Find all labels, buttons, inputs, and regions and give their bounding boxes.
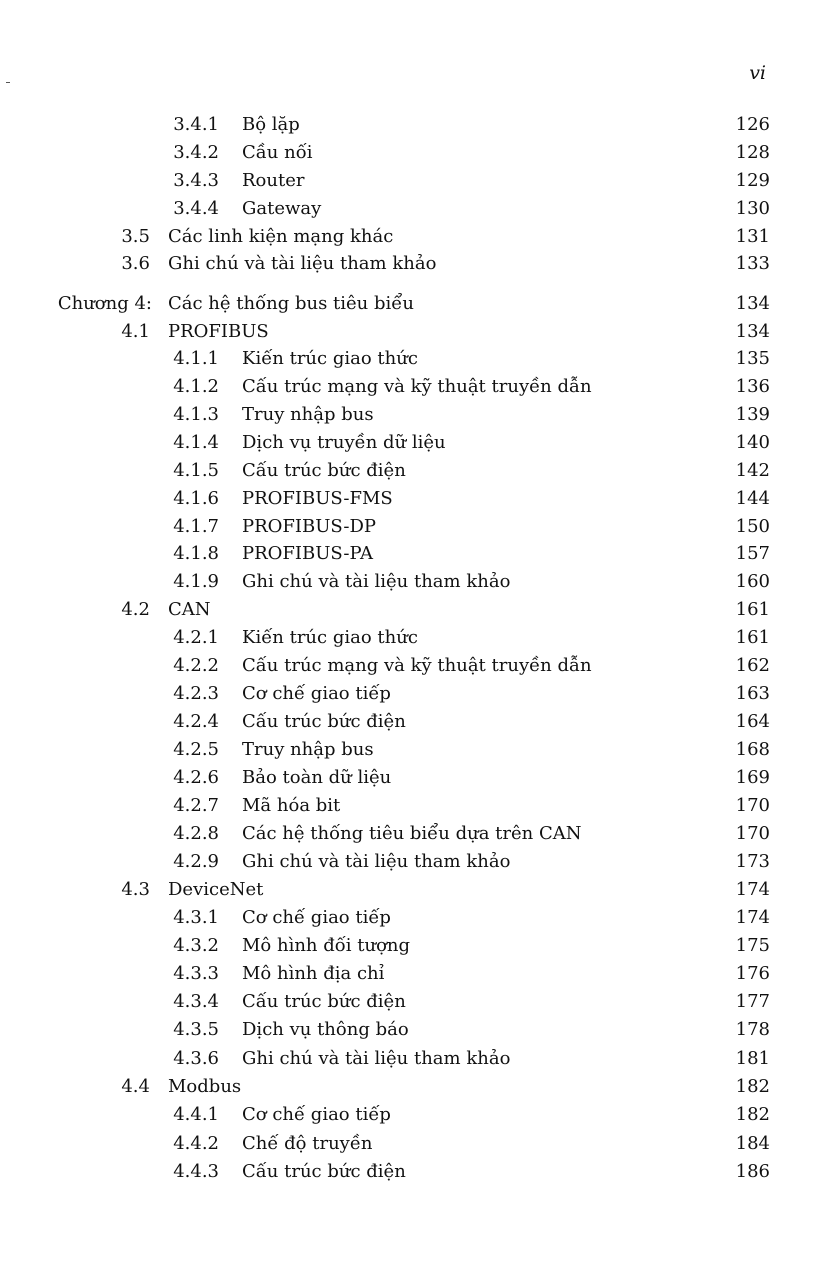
toc-entry xyxy=(0,319,820,345)
toc-entry-title: PROFIBUS xyxy=(168,321,269,342)
toc-entry xyxy=(0,597,820,623)
toc-entry-number: 4.1.1 xyxy=(173,348,219,369)
toc-entry-page: 184 xyxy=(735,1133,770,1154)
toc-entry-title: Dịch vụ truyền dữ liệu xyxy=(242,432,446,453)
toc-entry-title: Cơ chế giao tiếp xyxy=(242,683,391,704)
scan-mark xyxy=(6,82,10,83)
toc-entry-number: 4.2.4 xyxy=(173,711,219,732)
toc-entry xyxy=(0,1131,820,1157)
toc-entry-title: Ghi chú và tài liệu tham khảo xyxy=(168,253,437,274)
toc-entry-title: Truy nhập bus xyxy=(242,404,374,425)
toc-entry-title: PROFIBUS-FMS xyxy=(242,488,393,509)
toc-entry xyxy=(0,709,820,735)
toc-entry-number: 4.1.7 xyxy=(173,516,219,537)
toc-entry xyxy=(0,849,820,875)
toc-entry-page: 169 xyxy=(735,767,770,788)
toc-entry-title: Cơ chế giao tiếp xyxy=(242,907,391,928)
toc-entry-title: Cầu nối xyxy=(242,142,313,163)
toc-entry-number: 4.3 xyxy=(121,879,150,900)
toc-entry-number: 4.3.1 xyxy=(173,907,219,928)
toc-entry-page: 131 xyxy=(735,226,770,247)
toc-entry-title: Kiến trúc giao thức xyxy=(242,627,418,648)
toc-entry-number: 3.6 xyxy=(121,253,150,274)
toc-entry xyxy=(0,140,820,166)
toc-entry-title: Các hệ thống tiêu biểu dựa trên CAN xyxy=(242,823,582,844)
toc-entry-page: 162 xyxy=(735,655,770,676)
toc-entry-page: 175 xyxy=(735,935,770,956)
toc-entry-number: 4.3.4 xyxy=(173,991,219,1012)
toc-entry-page: 144 xyxy=(735,488,770,509)
toc-entry xyxy=(0,430,820,456)
toc-entry-title: Cấu trúc mạng và kỹ thuật truyền dẫn xyxy=(242,376,592,397)
toc-entry-title: Mô hình đối tượng xyxy=(242,935,411,956)
toc-entry xyxy=(0,112,820,138)
toc-entry-page: 130 xyxy=(735,198,770,219)
toc-entry-title: Mô hình địa chỉ xyxy=(242,963,385,984)
toc-entry-page: 174 xyxy=(735,879,770,900)
toc-entry-title: Modbus xyxy=(168,1076,242,1097)
toc-entry-title: Mã hóa bit xyxy=(242,795,341,816)
toc-entry-page: 140 xyxy=(735,432,770,453)
toc-entry-number: 4.4.2 xyxy=(173,1133,219,1154)
toc-entry-number: 4.1.9 xyxy=(173,571,219,592)
toc-entry-title: Kiến trúc giao thức xyxy=(242,348,418,369)
toc-entry xyxy=(0,168,820,194)
toc-entry-page: 182 xyxy=(735,1076,770,1097)
toc-entry-title: Bảo toàn dữ liệu xyxy=(242,767,392,788)
toc-entry xyxy=(0,989,820,1015)
toc-entry-page: 135 xyxy=(735,348,770,369)
toc-entry-number: 4.4 xyxy=(121,1076,150,1097)
toc-entry-number: 4.2.1 xyxy=(173,627,219,648)
toc-entry-page: 163 xyxy=(735,683,770,704)
toc-entry xyxy=(0,793,820,819)
toc-entry-page: 168 xyxy=(735,739,770,760)
toc-entry xyxy=(0,251,820,277)
toc-entry xyxy=(0,486,820,512)
toc-entry-page: 173 xyxy=(735,851,770,872)
toc-entry-number: 3.4.4 xyxy=(173,198,219,219)
toc-entry-page: 174 xyxy=(735,907,770,928)
toc-entry-title: Chế độ truyền xyxy=(242,1133,373,1154)
toc-entry-number: 3.4.1 xyxy=(173,114,219,135)
toc-entry xyxy=(0,821,820,847)
toc-entry-page: 128 xyxy=(735,142,770,163)
toc-entry xyxy=(0,961,820,987)
toc-entry-title: Các hệ thống bus tiêu biểu xyxy=(168,293,414,314)
toc-entry-number: 4.2.2 xyxy=(173,655,219,676)
toc-entry-page: 176 xyxy=(735,963,770,984)
toc-entry-title: Ghi chú và tài liệu tham khảo xyxy=(242,851,511,872)
toc-entry-page: 150 xyxy=(735,516,770,537)
toc-entry-number: 3.4.3 xyxy=(173,170,219,191)
toc-entry-page: 160 xyxy=(735,571,770,592)
toc-entry-number: 4.3.5 xyxy=(173,1019,219,1040)
toc-entry xyxy=(0,1017,820,1043)
toc-entry xyxy=(0,224,820,250)
page-number: vi xyxy=(749,62,766,84)
toc-entry-title: Router xyxy=(242,170,305,191)
toc-entry-number: 4.2.7 xyxy=(173,795,219,816)
toc-entry-page: 129 xyxy=(735,170,770,191)
toc-entry-page: 161 xyxy=(735,599,770,620)
toc-entry-title: Cơ chế giao tiếp xyxy=(242,1104,391,1125)
toc-entry-page: 164 xyxy=(735,711,770,732)
toc-entry-page: 142 xyxy=(735,460,770,481)
toc-entry-number: 3.4.2 xyxy=(173,142,219,163)
toc-entry-page: 134 xyxy=(735,293,770,314)
toc-entry-title: Cấu trúc mạng và kỹ thuật truyền dẫn xyxy=(242,655,592,676)
toc-entry xyxy=(0,933,820,959)
toc-entry-page: 126 xyxy=(735,114,770,135)
toc-entry-title: Cấu trúc bức điện xyxy=(242,1161,406,1182)
toc-entry xyxy=(0,625,820,651)
toc-entry-page: 178 xyxy=(735,1019,770,1040)
toc-entry-number: 4.2.9 xyxy=(173,851,219,872)
toc-entry-number: 4.2.8 xyxy=(173,823,219,844)
toc-entry-number: 4.1.5 xyxy=(173,460,219,481)
toc-entry-number: 4.2 xyxy=(121,599,150,620)
toc-entry xyxy=(0,681,820,707)
toc-entry xyxy=(0,737,820,763)
toc-entry-page: 139 xyxy=(735,404,770,425)
toc-entry-number: 4.3.2 xyxy=(173,935,219,956)
toc-entry-title: Các linh kiện mạng khác xyxy=(168,226,394,247)
toc-entry-page: 170 xyxy=(735,823,770,844)
toc-entry-title: PROFIBUS-DP xyxy=(242,516,377,537)
toc-entry-number: 4.2.6 xyxy=(173,767,219,788)
toc-entry-page: 186 xyxy=(735,1161,770,1182)
toc-entry-title: Cấu trúc bức điện xyxy=(242,460,406,481)
toc-entry-number: 4.1.2 xyxy=(173,376,219,397)
toc-entry-number: 4.4.1 xyxy=(173,1104,219,1125)
toc-entry-page: 181 xyxy=(735,1048,770,1069)
toc-entry-title: Gateway xyxy=(242,198,322,219)
toc-entry xyxy=(0,374,820,400)
toc-entry-page: 134 xyxy=(735,321,770,342)
toc-entry xyxy=(0,1102,820,1128)
toc-entry-number: 4.1.3 xyxy=(173,404,219,425)
toc-entry xyxy=(0,346,820,372)
toc-entry-title: DeviceNet xyxy=(168,879,264,900)
toc-entry xyxy=(0,905,820,931)
toc-entry-number: 4.1 xyxy=(121,321,150,342)
toc-entry-title: Cấu trúc bức điện xyxy=(242,991,406,1012)
toc-entry-number: 4.3.6 xyxy=(173,1048,219,1069)
toc-entry-number: Chương 4: xyxy=(57,293,152,314)
toc-entry xyxy=(0,402,820,428)
toc-entry-title: PROFIBUS-PA xyxy=(242,543,373,564)
toc-entry xyxy=(0,653,820,679)
toc-entry-number: 4.1.4 xyxy=(173,432,219,453)
toc-entry-number: 4.1.8 xyxy=(173,543,219,564)
toc-entry-title: Bộ lặp xyxy=(242,114,300,135)
toc-entry-page: 136 xyxy=(735,376,770,397)
toc-entry xyxy=(0,569,820,595)
toc-entry-title: CAN xyxy=(168,599,211,620)
toc-entry-page: 157 xyxy=(735,543,770,564)
toc-entry xyxy=(0,458,820,484)
toc-entry-page: 133 xyxy=(735,253,770,274)
toc-entry xyxy=(0,1074,820,1100)
toc-entry-title: Ghi chú và tài liệu tham khảo xyxy=(242,571,511,592)
toc-entry-page: 182 xyxy=(735,1104,770,1125)
toc-entry-number: 4.4.3 xyxy=(173,1161,219,1182)
toc-entry xyxy=(0,514,820,540)
toc-entry-title: Ghi chú và tài liệu tham khảo xyxy=(242,1048,511,1069)
toc-entry-page: 170 xyxy=(735,795,770,816)
toc-entry-number: 4.1.6 xyxy=(173,488,219,509)
toc-entry-title: Truy nhập bus xyxy=(242,739,374,760)
toc-entry xyxy=(0,196,820,222)
toc-entry-number: 3.5 xyxy=(121,226,150,247)
toc-entry-number: 4.3.3 xyxy=(173,963,219,984)
toc-entry xyxy=(0,541,820,567)
toc-entry-title: Dịch vụ thông báo xyxy=(242,1019,409,1040)
toc-entry xyxy=(0,1159,820,1185)
toc-entry-number: 4.2.5 xyxy=(173,739,219,760)
toc-entry-title: Cấu trúc bức điện xyxy=(242,711,406,732)
toc-entry-page: 177 xyxy=(735,991,770,1012)
toc-entry-number: 4.2.3 xyxy=(173,683,219,704)
toc-entry xyxy=(0,877,820,903)
toc-entry xyxy=(0,291,820,317)
toc-entry-page: 161 xyxy=(735,627,770,648)
toc-entry xyxy=(0,1046,820,1072)
toc-entry xyxy=(0,765,820,791)
